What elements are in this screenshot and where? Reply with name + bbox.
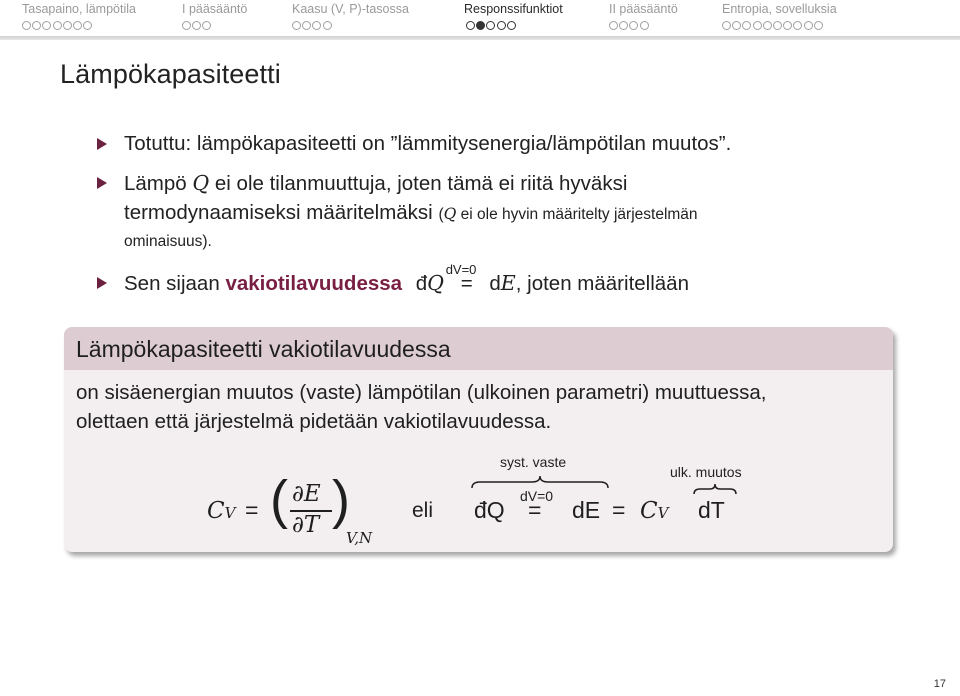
formula-eli: eli [412,499,434,522]
nav-section-1[interactable]: I pääsääntö [182,2,248,16]
nav-frame-dot[interactable] [753,21,762,30]
bullet-marker-3 [97,277,107,289]
nav-frame-dot[interactable] [629,21,638,30]
nav-dots-2 [292,21,332,31]
block-title: Lämpökapasiteetti vakiotilavuudessa [64,327,893,370]
nav-frame-dot[interactable] [202,21,211,30]
formula-cv-2: CV [640,498,669,524]
annotation-ulk-muutos: ulk. muutos [670,464,742,480]
nav-frame-dot[interactable] [476,21,485,30]
nav-frame-dot[interactable] [323,21,332,30]
fraction-denominator: ∂T [292,512,320,538]
formula-equals-3: = [612,497,626,523]
nav-frame-dot[interactable] [763,21,772,30]
nav-section-2[interactable]: Kaasu (V, P)-tasossa [292,2,409,16]
formula-de: dE [572,497,601,523]
nav-dots-3 [466,21,516,31]
nav-frame-dot[interactable] [814,21,823,30]
block-text-line1: on sisäenergian muutos (vaste) lämpötilan (ulkoinen parametri) muuttuessa, [76,381,767,404]
nav-dots-4 [609,21,649,31]
formula-condition: dV=0 [520,488,554,504]
nav-frame-dot[interactable] [783,21,792,30]
annotation-syst-vaste: syst. vaste [500,454,567,470]
nav-frame-dot[interactable] [32,21,41,30]
nav-frame-dot[interactable] [466,21,475,30]
nav-frame-dot[interactable] [619,21,628,30]
bullet-text-2-line2: termodynaamiseksi määritelmäksi (Q ei ole hyvin määritelty järjestelmän [124,201,698,224]
bullet-text-1: Totuttu: lämpökapasiteetti on ”lämmitysenergia/lämpötilan muutos”. [124,132,732,155]
formula-dq: đQ [474,497,505,523]
nav-frame-dot[interactable] [507,21,516,30]
formula-cv: CV [207,498,236,524]
bullet-marker-2 [97,177,107,189]
nav-dots-1 [182,21,211,31]
nav-frame-dot[interactable] [63,21,72,30]
nav-section-6[interactable]: Entropia, sovelluksia [722,2,837,16]
nav-divider [0,36,960,40]
nav-frame-dot[interactable] [83,21,92,30]
nav-frame-dot[interactable] [773,21,782,30]
section-navigation [0,0,960,38]
nav-frame-dot[interactable] [42,21,51,30]
fraction-numerator: ∂E [292,481,321,507]
bullet-text-3: Sen sijaan vakiotilavuudessa đQ dV=0 = dE, joten määritellään [124,262,689,295]
nav-frame-dot[interactable] [292,21,301,30]
partial-subscript: V,N [346,529,373,547]
nav-section-4[interactable]: II pääsääntö [609,2,678,16]
nav-frame-dot[interactable] [609,21,618,30]
formula-dt: dT [698,497,725,523]
nav-frame-dot[interactable] [302,21,311,30]
nav-frame-dot[interactable] [73,21,82,30]
nav-frame-dot[interactable] [804,21,813,30]
nav-frame-dot[interactable] [793,21,802,30]
formula-equals: = [245,497,259,523]
bullet-text-2-line3: ominaisuus). [124,233,212,250]
formula-equals-2: = [528,497,542,523]
nav-dots-0 [22,21,92,31]
overbrace-muutos [692,482,738,496]
nav-section-3[interactable]: Responssifunktiot [464,2,563,16]
left-paren: ( [270,470,288,530]
nav-section-0[interactable]: Tasapaino, lämpötila [22,2,136,16]
nav-frame-dot[interactable] [53,21,62,30]
nav-frame-dot[interactable] [486,21,495,30]
nav-frame-dot[interactable] [497,21,506,30]
nav-frame-dot[interactable] [742,21,751,30]
nav-frame-dot[interactable] [640,21,649,30]
block-body [64,370,893,436]
block-text-line2: olettaen että järjestelmä pidetään vakiotilavuudessa. [76,410,552,433]
nav-frame-dot[interactable] [312,21,321,30]
bullet-marker-1 [97,138,107,150]
right-paren: ) [332,470,350,530]
nav-frame-dot[interactable] [722,21,731,30]
page-number: 17 [933,678,946,690]
bullet-text-2: Lämpö Q ei ole tilanmuuttuja, joten tämä ei riitä hyväksi [124,171,628,195]
slide-title: Lämpökapasiteetti [60,59,281,89]
nav-frame-dot[interactable] [22,21,31,30]
nav-frame-dot[interactable] [192,21,201,30]
nav-dots-6 [722,21,823,31]
nav-frame-dot[interactable] [182,21,191,30]
nav-frame-dot[interactable] [732,21,741,30]
